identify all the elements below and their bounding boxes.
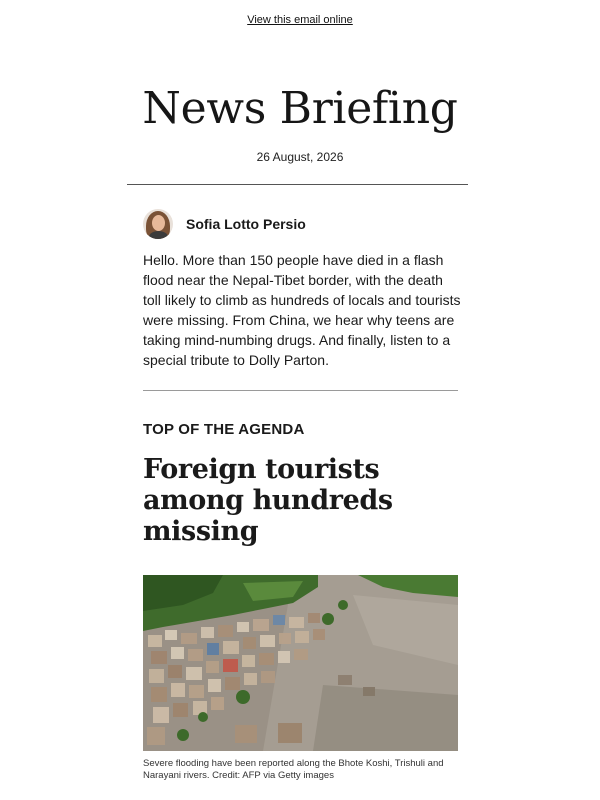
intro-paragraph: Hello. More than 150 people have died in a flash flood near the Nepal-Tibet border, with the death toll likely to climb as hundreds of locals and tourists were missing. From China, we hear why teens are taking mind-numbing drugs. And finally, listen to a special tribute to Dolly Parton. [143,252,461,368]
story-headline[interactable]: Foreign tourists among hundreds missing [143,454,393,547]
author-name: Sofia Lotto Persio [186,216,306,232]
issue-date: 26 August, 2026 [256,150,344,164]
flood-photo[interactable] [143,575,458,751]
newsletter-title: News Briefing [142,83,458,134]
flood-photo-illustration [143,575,458,751]
view-online-link[interactable]: View this email online [247,14,353,26]
header-divider [127,184,468,185]
section-label: TOP OF THE AGENDA [143,421,305,438]
intro-divider [143,390,458,391]
author-byline [143,208,306,240]
author-avatar [143,209,173,239]
photo-caption: Severe flooding have been reported along the Bhote Koshi, Trishuli and Narayani rivers. Credit: AFP via Getty images [143,758,444,781]
